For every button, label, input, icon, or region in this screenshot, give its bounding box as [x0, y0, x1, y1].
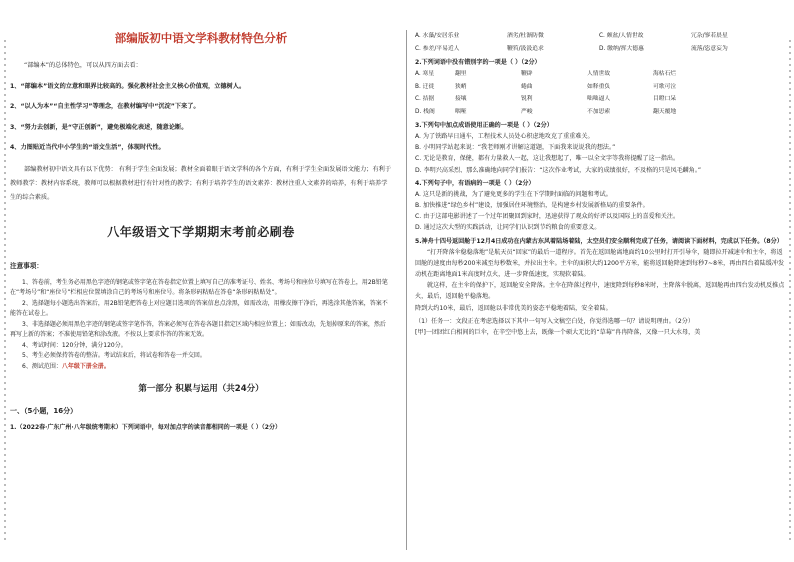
notice-title: 注意事项： — [10, 261, 43, 270]
question-5: 5.神舟十四号返回舱于12月4日成功在内蒙古东风着陆场着陆，太空员们安全顺利完成了任务，请阅读下面材料，完成以下任务。（8分） — [415, 237, 783, 245]
q1-option-b1: C. 颇盆/人情世故 — [599, 33, 644, 39]
q2-word: 蜷曲 — [521, 83, 533, 90]
binding-margin-left — [4, 40, 6, 540]
q2-word: 鞭辟 — [521, 71, 533, 77]
q1-option-d2: 流落/恣意妄为 — [691, 45, 728, 52]
notice-2: 2、选择题每小题选出答案后，用2B铅笔把答卷上对应题目选项的答案信息点涂黑，如需改动，用橡皮擦干净后，再选涂其他答案，答案不能答在试卷上。 — [10, 299, 388, 317]
notice-6 — [10, 362, 388, 373]
q3-option-c: C. 无论是教育，保健，都有力量救人一起，这让我想起了，唯一以全文字等我将提醒了这一指出。 — [415, 155, 680, 163]
q1-option-c1: C. 参差/平易近人 — [415, 45, 460, 52]
q2-option-row — [415, 68, 787, 81]
analysis-summary: 部编教材初中语文具有以下优势： 有利于学生全面发展；教材全面着眼于语文学科的各个方面，有利于学生全面发展语文能力；有利于教师教学：教材内容系统，教师可以根据教材进行有针对性的教学；有利于培养学生的语文素养：教材注重人文素养的培养，有利于培养学生的综合素质。 — [10, 165, 392, 201]
q1-option-a1: A. 水藻/安居乐业 — [415, 33, 460, 39]
q2-word: 人情世故 — [587, 71, 611, 77]
q2-word: 接壤 — [455, 96, 467, 102]
part-one-title: 第一部分 积累与运用（共24分） — [138, 384, 264, 394]
q2-word: 严峻 — [521, 108, 533, 115]
q1-option-c2: 鞭笞/汲汲追求 — [507, 45, 544, 52]
notice-3: 3、非选择题必须用黑色字迹的钢笔或签字笔作答，答案必须写在答卷各题目指定区域内相应位置上；如需改动，先划掉原来的答案，然后再写上新的答案；不准使用铅笔和涂改液。不按以上要求作答的答案无效。 — [10, 320, 386, 338]
task-1-candidate: [甲]一团团红白相间的巨伞，在辛空中悠上去，既像一个硕大无比的“草莓”冉冉降落，又像一只大水母，美 — [415, 329, 701, 337]
analysis-title: 部编版初中语文学科教材特色分析 — [114, 31, 288, 45]
q2-word: 翻里 — [455, 71, 467, 77]
passage-paragraph: 就这样，在主伞的保护下，返回舱安全降落。主伞在降落过程中，速度降到每秒8米时，主降落伞脱离，返回舱再由四台发动机反推点火，最后，返回舱平稳落地。 — [415, 282, 785, 301]
passage-paragraph: 降到大约10米，最后，返回舱以非常优美的姿态平稳地着陆，安全着陆。 — [415, 304, 612, 312]
q2-option-label: D. 栈阁 — [415, 108, 435, 115]
q2-word: 翻天覆地 — [653, 108, 677, 115]
right-column — [415, 30, 787, 338]
question-2: 2.下列词语中没有错别字的一项是（ ）（2分） — [415, 59, 541, 66]
q2-option-row — [415, 106, 787, 119]
q1-option-d1: D. 缴纳/挥大德惠 — [599, 45, 644, 52]
point-1: 1、“部编本”语文的立意和眼界比较高的。强化教材社会主义核心价值观，立德树人。 — [10, 82, 246, 90]
left-column — [10, 30, 392, 435]
q2-word: 可歌可泣 — [653, 83, 677, 90]
point-2: 2、“以人为本”“自主性学习”等理念，在教材编写中“沉淀”下来了。 — [10, 103, 200, 110]
q2-word: 不加思索 — [587, 108, 611, 115]
q1-option-a2: 酒劣/杜渐防微 — [507, 33, 544, 39]
q2-option-row — [415, 81, 787, 94]
test-scope: 八年级下册全册。 — [61, 362, 110, 370]
point-3: 3、“努力去创新，是“守正创新”，避免极端化表述，随意论断。 — [10, 123, 188, 131]
q2-word: 狭峭 — [455, 83, 467, 90]
notice-4: 4、考试时间：120分钟，满分120分。 — [22, 341, 127, 349]
q1-option-row — [415, 30, 787, 43]
task-1: （1）任务一：文段正在考虑选择以下其中一句写入文稿空白处，你觉得选哪一句？请说明理由。（2分） — [415, 317, 694, 325]
q4-option-a: A. 这只是新的挑战，为了避免更多的学生在下学期时面临的问题和考试。 — [415, 190, 612, 198]
q1-option-b2: 冗杂/寥若晨星 — [691, 33, 728, 39]
question-4: 4.下列句子中，有语病的一项是（ ）（2分） — [415, 179, 535, 187]
point-4: 4、力图贴近当代中小学生的“语文生活”，体现时代性。 — [10, 144, 165, 151]
question-3: 3.下列句中加点成语使用正确的一项是（ ）（2分） — [415, 122, 553, 129]
q4-option-c: C. 由于这部电影讲述了一个过年团聚回到家时，迅速获得了观众的好评以及国际上的喜爱和关注。 — [415, 213, 680, 221]
q2-option-label: C. 拮据 — [415, 96, 435, 102]
q3-option-b: B. 小明同学站起来说：“我老师刚才讲解这道题，下面我来说说我的想法。” — [415, 144, 616, 152]
q2-word: 咄咄逼人 — [587, 96, 611, 102]
q2-word: 目瞪口呆 — [653, 96, 677, 102]
q4-option-b: B. 加快推进“绿色乡村”建设，加强居住环境整治，是构建乡村发展新格局的重要条件。 — [415, 202, 649, 210]
q1-option-row — [415, 43, 787, 56]
exam-title: 八年级语文下学期期末考前必刷卷 — [107, 224, 295, 239]
q2-word: 锐利 — [521, 96, 533, 102]
section-one-heading: 一、（5小题，16分） — [10, 407, 78, 415]
notice-5: 5、考生必须保持答卷的整洁。考试结束后，将试卷和答卷一并交回。 — [22, 352, 206, 359]
column-divider — [406, 30, 407, 550]
q3-option-a: A. 为了铁路早日通车，工程技术人员处心积虑地攻克了重重难关。 — [415, 133, 594, 140]
q2-option-label: B. 迁徙 — [415, 83, 435, 90]
binding-margin-right — [789, 40, 791, 540]
passage-paragraph: “打开降落伞稳稳落地”是航天员“回家”的最后一道程序。首先在返回舱离地面约10公里时打开引导伞，随即拉开减速伞和主伞，将返回舱的速度由每秒200米减至每秒数米，并拉出主伞。主伞的面积大约1200平方米，能将返回舱降速到每秒7~8米，再由四台着陆缓冲发动机在距离地面1米高度时点火，进一步降低速度，实现软着陆。 — [415, 248, 785, 279]
q2-word: 海枯石烂 — [653, 71, 677, 77]
notice-1: 1、答卷前，考生务必用黑色字迹的钢笔或签字笔在答卷指定位置上填写自己的准考证号、姓名、考场号和座位号填写在答卷上，用2B铅笔在“考场号”和“座位号”栏相应位置填涂自己的考场号和座位号。将条形码粘贴在答卷“条形码粘贴处”。 — [10, 278, 388, 296]
q2-option-row — [415, 93, 787, 106]
q3-option-d: D. 李明兴高采烈、那么准确地向同学们报告：“这次作业考试，大家的成绩很好，不及格的只是凤毛麟角。” — [415, 166, 702, 174]
q2-word: 如释重负 — [587, 83, 611, 90]
q2-option-label: A. 寒星 — [415, 71, 435, 77]
q4-option-d: D. 通过这次大型的实践活动，让同学们认识到节约粮食的重要意义。 — [415, 224, 601, 232]
q2-word: 咽哑 — [455, 108, 467, 115]
analysis-intro: “部编本”的总体特色，可以从四方面去看： — [24, 62, 142, 69]
question-1: 1.（2022春·广东广州·八年级统考期末）下列词语中，每对加点字的读音都相同的一项是（ ）（2分） — [10, 424, 281, 431]
notice-6-prefix: 6、测试范围： — [22, 362, 62, 370]
